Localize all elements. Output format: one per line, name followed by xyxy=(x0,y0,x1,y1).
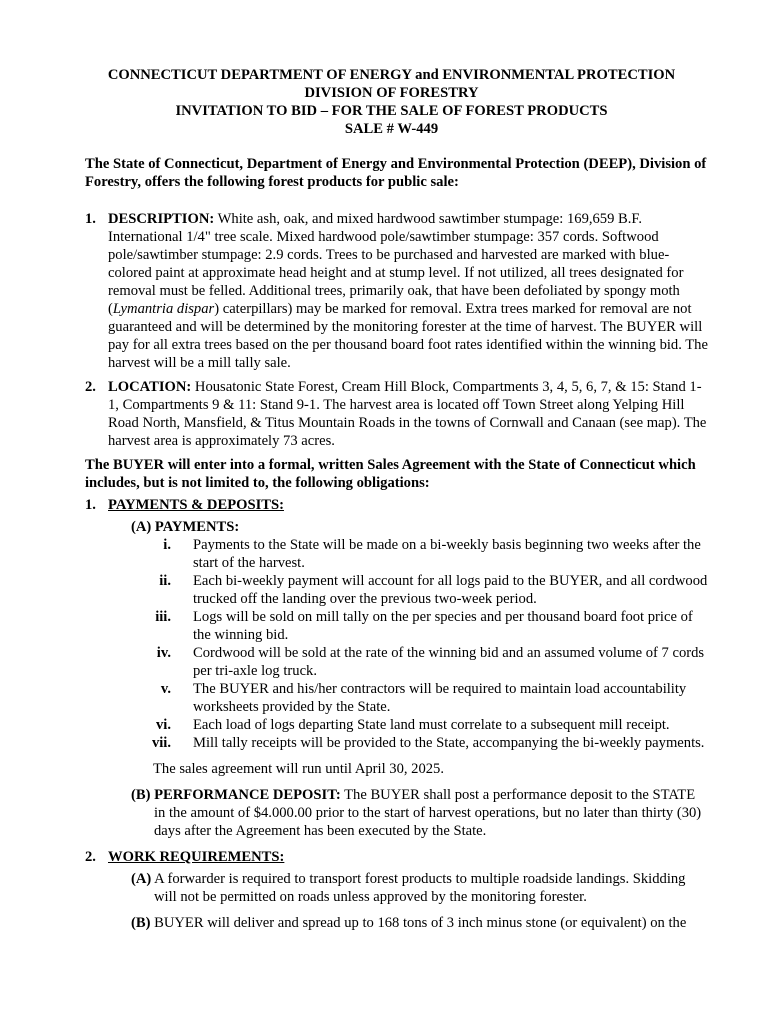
requirement-b-label: (B) xyxy=(131,915,151,931)
section-number: 2. xyxy=(85,849,96,865)
list-item-text: Each load of logs departing State land must correlate to a subsequent mill receipt. xyxy=(193,717,670,733)
roman-numeral: vii. xyxy=(151,735,171,751)
list-item xyxy=(131,716,708,734)
section-title: WORK REQUIREMENTS: xyxy=(108,849,285,865)
roman-numeral: iii. xyxy=(155,609,171,625)
description-item xyxy=(85,210,708,372)
list-item-text: Mill tally receipts will be provided to the State, accompanying the bi-weekly payments. xyxy=(193,735,705,751)
list-item-text: Cordwood will be sold at the rate of the winning bid and an assumed volume of 7 cords per tri-axle log truck. xyxy=(193,645,705,679)
header-title: INVITATION TO BID – FOR THE SALE OF FOREST PRODUCTS xyxy=(175,103,608,119)
location-text: Housatonic State Forest, Cream Hill Block, Compartments 3, 4, 5, 6, 7, & 15: Stand 1-1, Compartments 9 & 11: Stand 9-1. The harvest area is located off Town Street along Yelping Hill Road North, Mansfield, & Titus Mountain Roads in the towns of Cornwall and Canaan (see map). The harvest area is approximately 73 acres. xyxy=(108,379,707,449)
intro-paragraph: The State of Connecticut, Department of Energy and Environmental Protection (DEEP), Division of Forestry, offers the following forest products for public sale: xyxy=(85,156,707,190)
description-text-b: ) caterpillars) may be marked for removal. Extra trees marked for removal are not guaranteed and will be determined by the monitoring forester at the time of harvest. The BUYER will pay for all extra trees based on the per thousand board foot rates identified within the winning bid. The harvest will be a mill tally sale. xyxy=(108,301,708,371)
deposit-text: The BUYER shall post a performance deposit to the STATE in the amount of $4.000.00 prior to the start of harvest operations, but no later than thirty (30) days after the Agreement has been executed by the State. xyxy=(154,787,702,839)
work-requirements-block xyxy=(131,870,708,932)
offer-list xyxy=(85,210,708,450)
description-label: DESCRIPTION: xyxy=(108,211,215,227)
list-item-text: Payments to the State will be made on a bi-weekly basis beginning two weeks after the start of the harvest. xyxy=(193,537,701,571)
payments-block xyxy=(131,518,708,840)
requirement-a-label: (A) xyxy=(131,871,152,887)
section-title: PAYMENTS & DEPOSITS: xyxy=(108,497,284,513)
description-text-a: White ash, oak, and mixed hardwood sawtimber stumpage: 169,659 B.F. International 1/4" tree scale. Mixed hardwood pole/sawtimber stumpage: 357 cords. Softwood pole/sawtimber stumpage: 2.9 cords. Trees to be purchased and harvested are marked with blue-colored paint at approximate head height and at stump level. If not utilized, all trees designated for removal must be felled. Additional trees, primarily oak, that have been defoliated by spongy moth ( xyxy=(108,211,684,317)
list-item xyxy=(131,608,708,644)
header-sale-number: SALE # W-449 xyxy=(344,121,439,137)
requirement-b xyxy=(131,914,708,932)
section-payments-deposits xyxy=(85,496,708,514)
list-item-text: Logs will be sold on mill tally on the per species and per thousand board foot price of the winning bid. xyxy=(193,609,693,643)
species-name: Lymantria dispar xyxy=(112,301,215,317)
roman-numeral: i. xyxy=(163,537,171,553)
header-division: DIVISION OF FORESTRY xyxy=(304,85,479,101)
deposit-label: (B) PERFORMANCE DEPOSIT: xyxy=(131,787,341,803)
payments-list xyxy=(131,536,708,752)
item-number: 1. xyxy=(85,211,96,227)
buyer-statement: The BUYER will enter into a formal, written Sales Agreement with the State of Connecticut which includes, but is not limited to, the following obligations: xyxy=(85,457,696,491)
list-item xyxy=(131,536,708,572)
roman-numeral: ii. xyxy=(159,573,171,589)
performance-deposit xyxy=(131,786,708,840)
requirement-b-text: BUYER will deliver and spread up to 168 tons of 3 inch minus stone (or equivalent) on the xyxy=(150,915,687,931)
payments-heading: (A) PAYMENTS: xyxy=(131,519,240,535)
list-item xyxy=(131,680,708,716)
roman-numeral: vi. xyxy=(156,717,171,733)
header-agency: CONNECTICUT DEPARTMENT OF ENERGY and ENVIRONMENTAL PROTECTION xyxy=(107,67,676,83)
requirement-a-text: A forwarder is required to transport forest products to multiple roadside landings. Skidding will not be permitted on roads unless approved by the monitoring forester. xyxy=(151,871,686,905)
location-item xyxy=(85,378,708,450)
list-item-text: The BUYER and his/her contractors will be required to maintain load accountability worksheets provided by the State. xyxy=(193,681,687,715)
document-header xyxy=(85,66,698,138)
location-label: LOCATION: xyxy=(108,379,192,395)
section-work-requirements xyxy=(85,848,708,866)
roman-numeral: iv. xyxy=(156,645,171,661)
list-item xyxy=(131,644,708,680)
roman-numeral: v. xyxy=(160,681,171,697)
list-item-text: Each bi-weekly payment will account for all logs paid to the BUYER, and all cordwood trucked off the landing over the previous two-week period. xyxy=(193,573,708,607)
requirement-a xyxy=(131,870,708,906)
section-number: 1. xyxy=(85,497,96,513)
list-item xyxy=(131,734,708,752)
sales-agreement-note: The sales agreement will run until April 30, 2025. xyxy=(153,761,445,777)
list-item xyxy=(131,572,708,608)
item-number: 2. xyxy=(85,379,96,395)
